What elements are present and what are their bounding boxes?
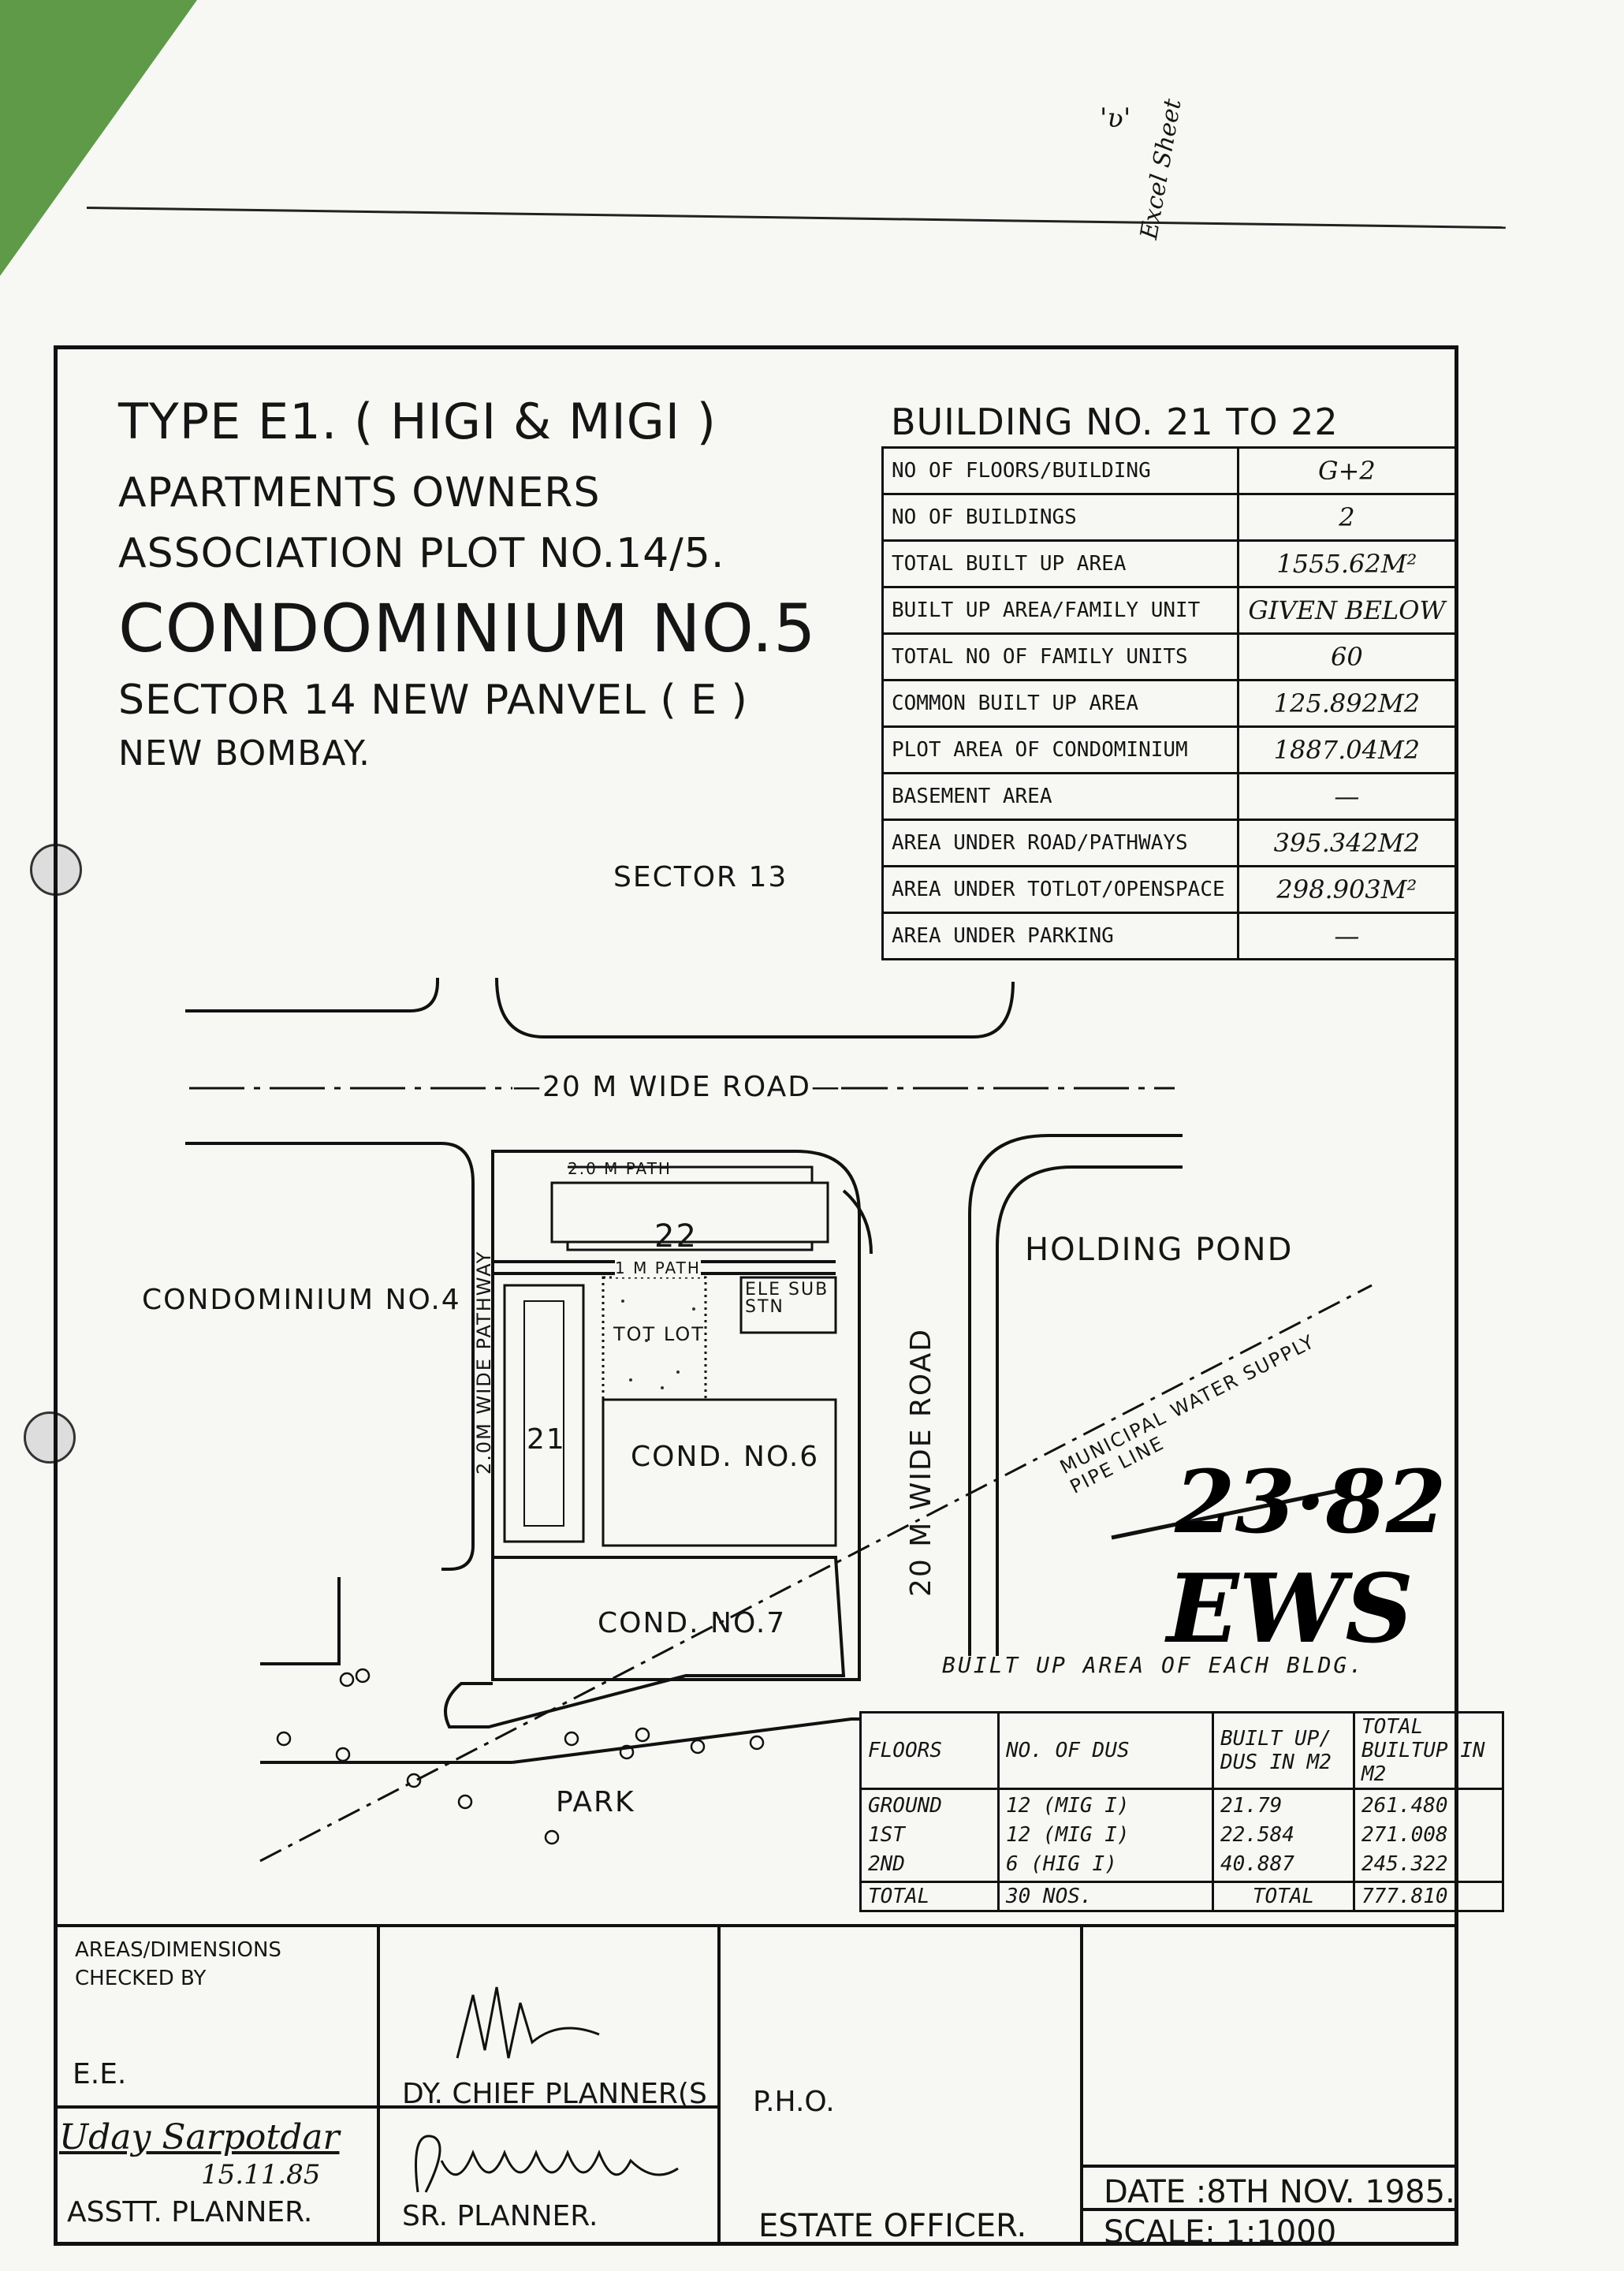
building-info-value: 125.892M2 [1238, 681, 1455, 727]
bua-floor: 1ST [868, 1823, 905, 1847]
building-info-label: NO OF BUILDINGS [883, 494, 1238, 541]
pathway-label: 2.0M WIDE PATHWAY [473, 1250, 495, 1475]
bua-value: 22.584 [1220, 1823, 1294, 1847]
title-condominium: CONDOMINIUM NO.5 [118, 590, 817, 667]
bua-floor: GROUND [868, 1794, 942, 1818]
condominium-4-label: CONDOMINIUM NO.4 [142, 1284, 461, 1316]
pipe-line-label: MUNICIPAL WATER SUPPLY PIPE LINE [1056, 1329, 1319, 1498]
top-road-label: —20 M WIDE ROAD— [512, 1071, 841, 1103]
cond-7-label: COND. NO.7 [598, 1607, 787, 1639]
title-city: NEW BOMBAY. [118, 733, 371, 774]
bua-value: 21.79 [1220, 1794, 1283, 1818]
side-handwritten-note: Excel Sheet [1135, 96, 1187, 242]
title-type: TYPE E1. ( HIGI & MIGI ) [118, 393, 717, 450]
bua-header-dus: NO. OF DUS [998, 1713, 1212, 1789]
building-info-value: 1887.04M2 [1238, 727, 1455, 774]
sr-planner-signature [402, 2113, 686, 2208]
building-info-label: BASEMENT AREA [883, 774, 1238, 820]
bua-total-row-mid: TOTAL [1213, 1882, 1354, 1911]
checked-by-label: AREAS/DIMENSIONS CHECKED BY [75, 1938, 281, 1990]
holding-pond-label: HOLDING POND [1025, 1232, 1294, 1268]
building-info-label: NO OF FLOORS/BUILDING [883, 448, 1238, 494]
building-info-value: — [1238, 913, 1455, 960]
asst-planner-label: ASSTT. PLANNER. [67, 2196, 313, 2228]
dy-chief-planner-label: DY. CHIEF PLANNER(S [402, 2078, 707, 2110]
signature-date: 15.11.85 [201, 2159, 321, 2191]
title-block-topline [54, 1924, 1458, 1927]
sector-13-label: SECTOR 13 [613, 861, 788, 893]
building-21-label: 21 [527, 1423, 566, 1456]
tot-lot-label: TOT LOT [613, 1323, 705, 1345]
park-label: PARK [556, 1786, 635, 1818]
bua-dus-cell [998, 1789, 1212, 1882]
path-mid-label: 1 M PATH [615, 1259, 701, 1277]
building-info-heading: BUILDING NO. 21 TO 22 [891, 401, 1339, 443]
bua-dus: 12 (MIG I) [1005, 1823, 1130, 1847]
bua-header-bua: BUILT UP/ DUS IN M2 [1213, 1713, 1354, 1789]
building-info-label: PLOT AREA OF CONDOMINIUM [883, 727, 1238, 774]
bua-dus: 12 (MIG I) [1005, 1794, 1130, 1818]
building-info-value: G+2 [1238, 448, 1455, 494]
bua-floor: 2ND [868, 1852, 905, 1876]
bua-total-row-dus: 30 NOS. [998, 1882, 1212, 1911]
title-block-div3 [1080, 1924, 1083, 2246]
handwritten-value: 23·82 [1175, 1451, 1447, 1553]
building-info-value: 395.342M2 [1238, 820, 1455, 867]
title-block-hline2 [1080, 2165, 1458, 2168]
bua-total: 245.322 [1361, 1852, 1448, 1876]
bua-header-total: TOTAL BUILTUP IN M2 [1354, 1713, 1503, 1789]
sr-planner-label: SR. PLANNER. [402, 2200, 598, 2232]
bua-caption: BUILT UP AREA OF EACH BLDG. [942, 1652, 1365, 1678]
building-info-label: COMMON BUILT UP AREA [883, 681, 1238, 727]
ele-sub-stn-label: ELE SUB STN [745, 1280, 829, 1317]
bua-total-row-label: TOTAL [861, 1882, 999, 1911]
ee-label: E.E. [73, 2058, 127, 2090]
building-info-value: 2 [1238, 494, 1455, 541]
bua-header-floors: FLOORS [861, 1713, 999, 1789]
top-margin-mark: 'ʋ' [1100, 103, 1131, 134]
bua-total-row-value: 777.810 [1354, 1882, 1503, 1911]
title-association: APARTMENTS OWNERS [118, 469, 601, 516]
pho-label: P.H.O. [753, 2086, 835, 2118]
scale-label: SCALE: 1:1000 [1104, 2214, 1337, 2250]
title-block-div2 [717, 1924, 721, 2246]
vertical-road-label: 20 M WIDE ROAD [905, 1328, 937, 1597]
building-info-value: 1555.62M² [1238, 541, 1455, 587]
building-info-label: TOTAL BUILT UP AREA [883, 541, 1238, 587]
dy-chief-signature [441, 1971, 615, 2074]
date-label: DATE :8TH NOV. 1985. [1104, 2174, 1455, 2210]
bua-table [859, 1711, 1504, 1912]
title-block-div1 [377, 1924, 380, 2246]
bua-bua-cell [1213, 1789, 1354, 1882]
building-info-value: 298.903M² [1238, 867, 1455, 913]
building-info-value: 60 [1238, 634, 1455, 681]
cond-6-label: COND. NO.6 [631, 1441, 820, 1473]
building-info-label: BUILT UP AREA/FAMILY UNIT [883, 587, 1238, 634]
bua-floors-cell [861, 1789, 999, 1882]
building-info-label: AREA UNDER ROAD/PATHWAYS [883, 820, 1238, 867]
bua-total: 271.008 [1361, 1823, 1448, 1847]
building-info-value: GIVEN BELOW [1238, 587, 1455, 634]
building-info-value: — [1238, 774, 1455, 820]
building-info-label: AREA UNDER PARKING [883, 913, 1238, 960]
path-top-label: 2.0 M PATH [568, 1159, 672, 1178]
building-info-label: TOTAL NO OF FAMILY UNITS [883, 634, 1238, 681]
building-info-label: AREA UNDER TOTLOT/OPENSPACE [883, 867, 1238, 913]
building-22-label: 22 [654, 1218, 698, 1255]
handwritten-code: EWS [1167, 1553, 1414, 1665]
bua-total-cell [1354, 1789, 1503, 1882]
bua-dus: 6 (HIG I) [1005, 1852, 1117, 1876]
asst-planner-signature: Uday Sarpotdar [59, 2117, 340, 2157]
title-plot: ASSOCIATION PLOT NO.14/5. [118, 530, 725, 577]
bua-value: 40.887 [1220, 1852, 1294, 1876]
bua-total: 261.480 [1361, 1794, 1448, 1818]
title-sector: SECTOR 14 NEW PANVEL ( E ) [118, 677, 748, 724]
estate-officer-label: ESTATE OFFICER. [758, 2208, 1027, 2244]
